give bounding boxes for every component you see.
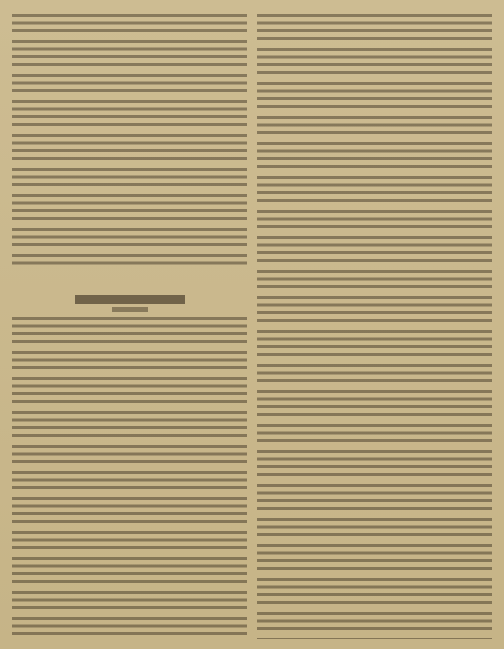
illegible-text-lines xyxy=(257,176,492,206)
illegible-text-lines xyxy=(12,411,247,441)
text-block xyxy=(12,168,247,190)
section-heading-wrap xyxy=(12,272,247,317)
text-block xyxy=(257,638,492,639)
text-block xyxy=(12,74,247,96)
text-block xyxy=(257,82,492,112)
text-block xyxy=(257,116,492,138)
text-block xyxy=(12,351,247,373)
text-block xyxy=(12,445,247,467)
page-folio xyxy=(0,2,504,12)
illegible-text-lines xyxy=(12,100,247,130)
text-block xyxy=(12,14,247,36)
illegible-text-lines xyxy=(12,557,247,587)
text-block xyxy=(12,228,247,250)
illegible-text-lines xyxy=(257,14,492,44)
text-block xyxy=(257,142,492,172)
illegible-text-lines xyxy=(257,82,492,112)
text-block xyxy=(12,617,247,639)
text-block xyxy=(257,270,492,292)
illegible-text-lines xyxy=(12,14,247,36)
text-block xyxy=(257,210,492,232)
illegible-text-lines xyxy=(12,40,247,70)
text-block xyxy=(12,194,247,224)
text-block xyxy=(257,484,492,514)
text-block xyxy=(12,254,247,268)
illegible-text-lines xyxy=(12,74,247,96)
text-block xyxy=(257,48,492,78)
illegible-text-lines xyxy=(12,168,247,190)
illegible-text-lines xyxy=(12,351,247,373)
text-block xyxy=(257,424,492,446)
illegible-text-lines xyxy=(12,531,247,553)
left-column xyxy=(12,14,247,639)
text-block xyxy=(257,176,492,206)
illegible-text-lines xyxy=(257,638,492,639)
text-block xyxy=(257,296,492,326)
text-block xyxy=(12,591,247,613)
text-block xyxy=(257,236,492,266)
text-block xyxy=(257,450,492,480)
illegible-text-lines xyxy=(12,497,247,527)
illegible-text-lines xyxy=(12,228,247,250)
text-block xyxy=(12,377,247,407)
text-block xyxy=(12,134,247,164)
text-block xyxy=(257,14,492,44)
illegible-text-lines xyxy=(12,194,247,224)
illegible-text-lines xyxy=(12,591,247,613)
right-column xyxy=(257,14,492,639)
illegible-text-lines xyxy=(257,330,492,360)
illegible-text-lines xyxy=(12,377,247,407)
illegible-text-lines xyxy=(12,134,247,164)
illegible-text-lines xyxy=(12,617,247,639)
illegible-text-lines xyxy=(257,450,492,480)
illegible-text-lines xyxy=(12,471,247,493)
illegible-text-lines xyxy=(257,210,492,232)
text-block xyxy=(12,471,247,493)
illegible-text-lines xyxy=(257,424,492,446)
section-subheading-placeholder xyxy=(112,307,148,312)
text-block xyxy=(12,100,247,130)
illegible-text-lines xyxy=(257,270,492,292)
text-block xyxy=(12,557,247,587)
illegible-text-lines xyxy=(257,612,492,634)
text-block xyxy=(257,544,492,574)
text-block xyxy=(12,531,247,553)
illegible-text-lines xyxy=(257,390,492,420)
illegible-text-lines xyxy=(12,445,247,467)
illegible-text-lines xyxy=(257,518,492,540)
illegible-text-lines xyxy=(12,254,247,268)
illegible-text-lines xyxy=(257,578,492,608)
text-block xyxy=(257,390,492,420)
text-block xyxy=(257,518,492,540)
text-block xyxy=(257,364,492,386)
text-block xyxy=(257,612,492,634)
illegible-text-lines xyxy=(257,544,492,574)
illegible-text-lines xyxy=(257,116,492,138)
illegible-text-lines xyxy=(257,296,492,326)
illegible-text-lines xyxy=(257,142,492,172)
text-block xyxy=(12,411,247,441)
illegible-text-lines xyxy=(257,484,492,514)
illegible-text-lines xyxy=(257,236,492,266)
section-heading-placeholder xyxy=(75,295,185,304)
text-block xyxy=(12,40,247,70)
illegible-text-lines xyxy=(257,48,492,78)
illegible-text-lines xyxy=(12,317,247,347)
illegible-text-lines xyxy=(257,364,492,386)
text-block xyxy=(12,497,247,527)
text-block xyxy=(257,330,492,360)
text-columns xyxy=(12,14,492,639)
text-block xyxy=(12,317,247,347)
text-block xyxy=(257,578,492,608)
